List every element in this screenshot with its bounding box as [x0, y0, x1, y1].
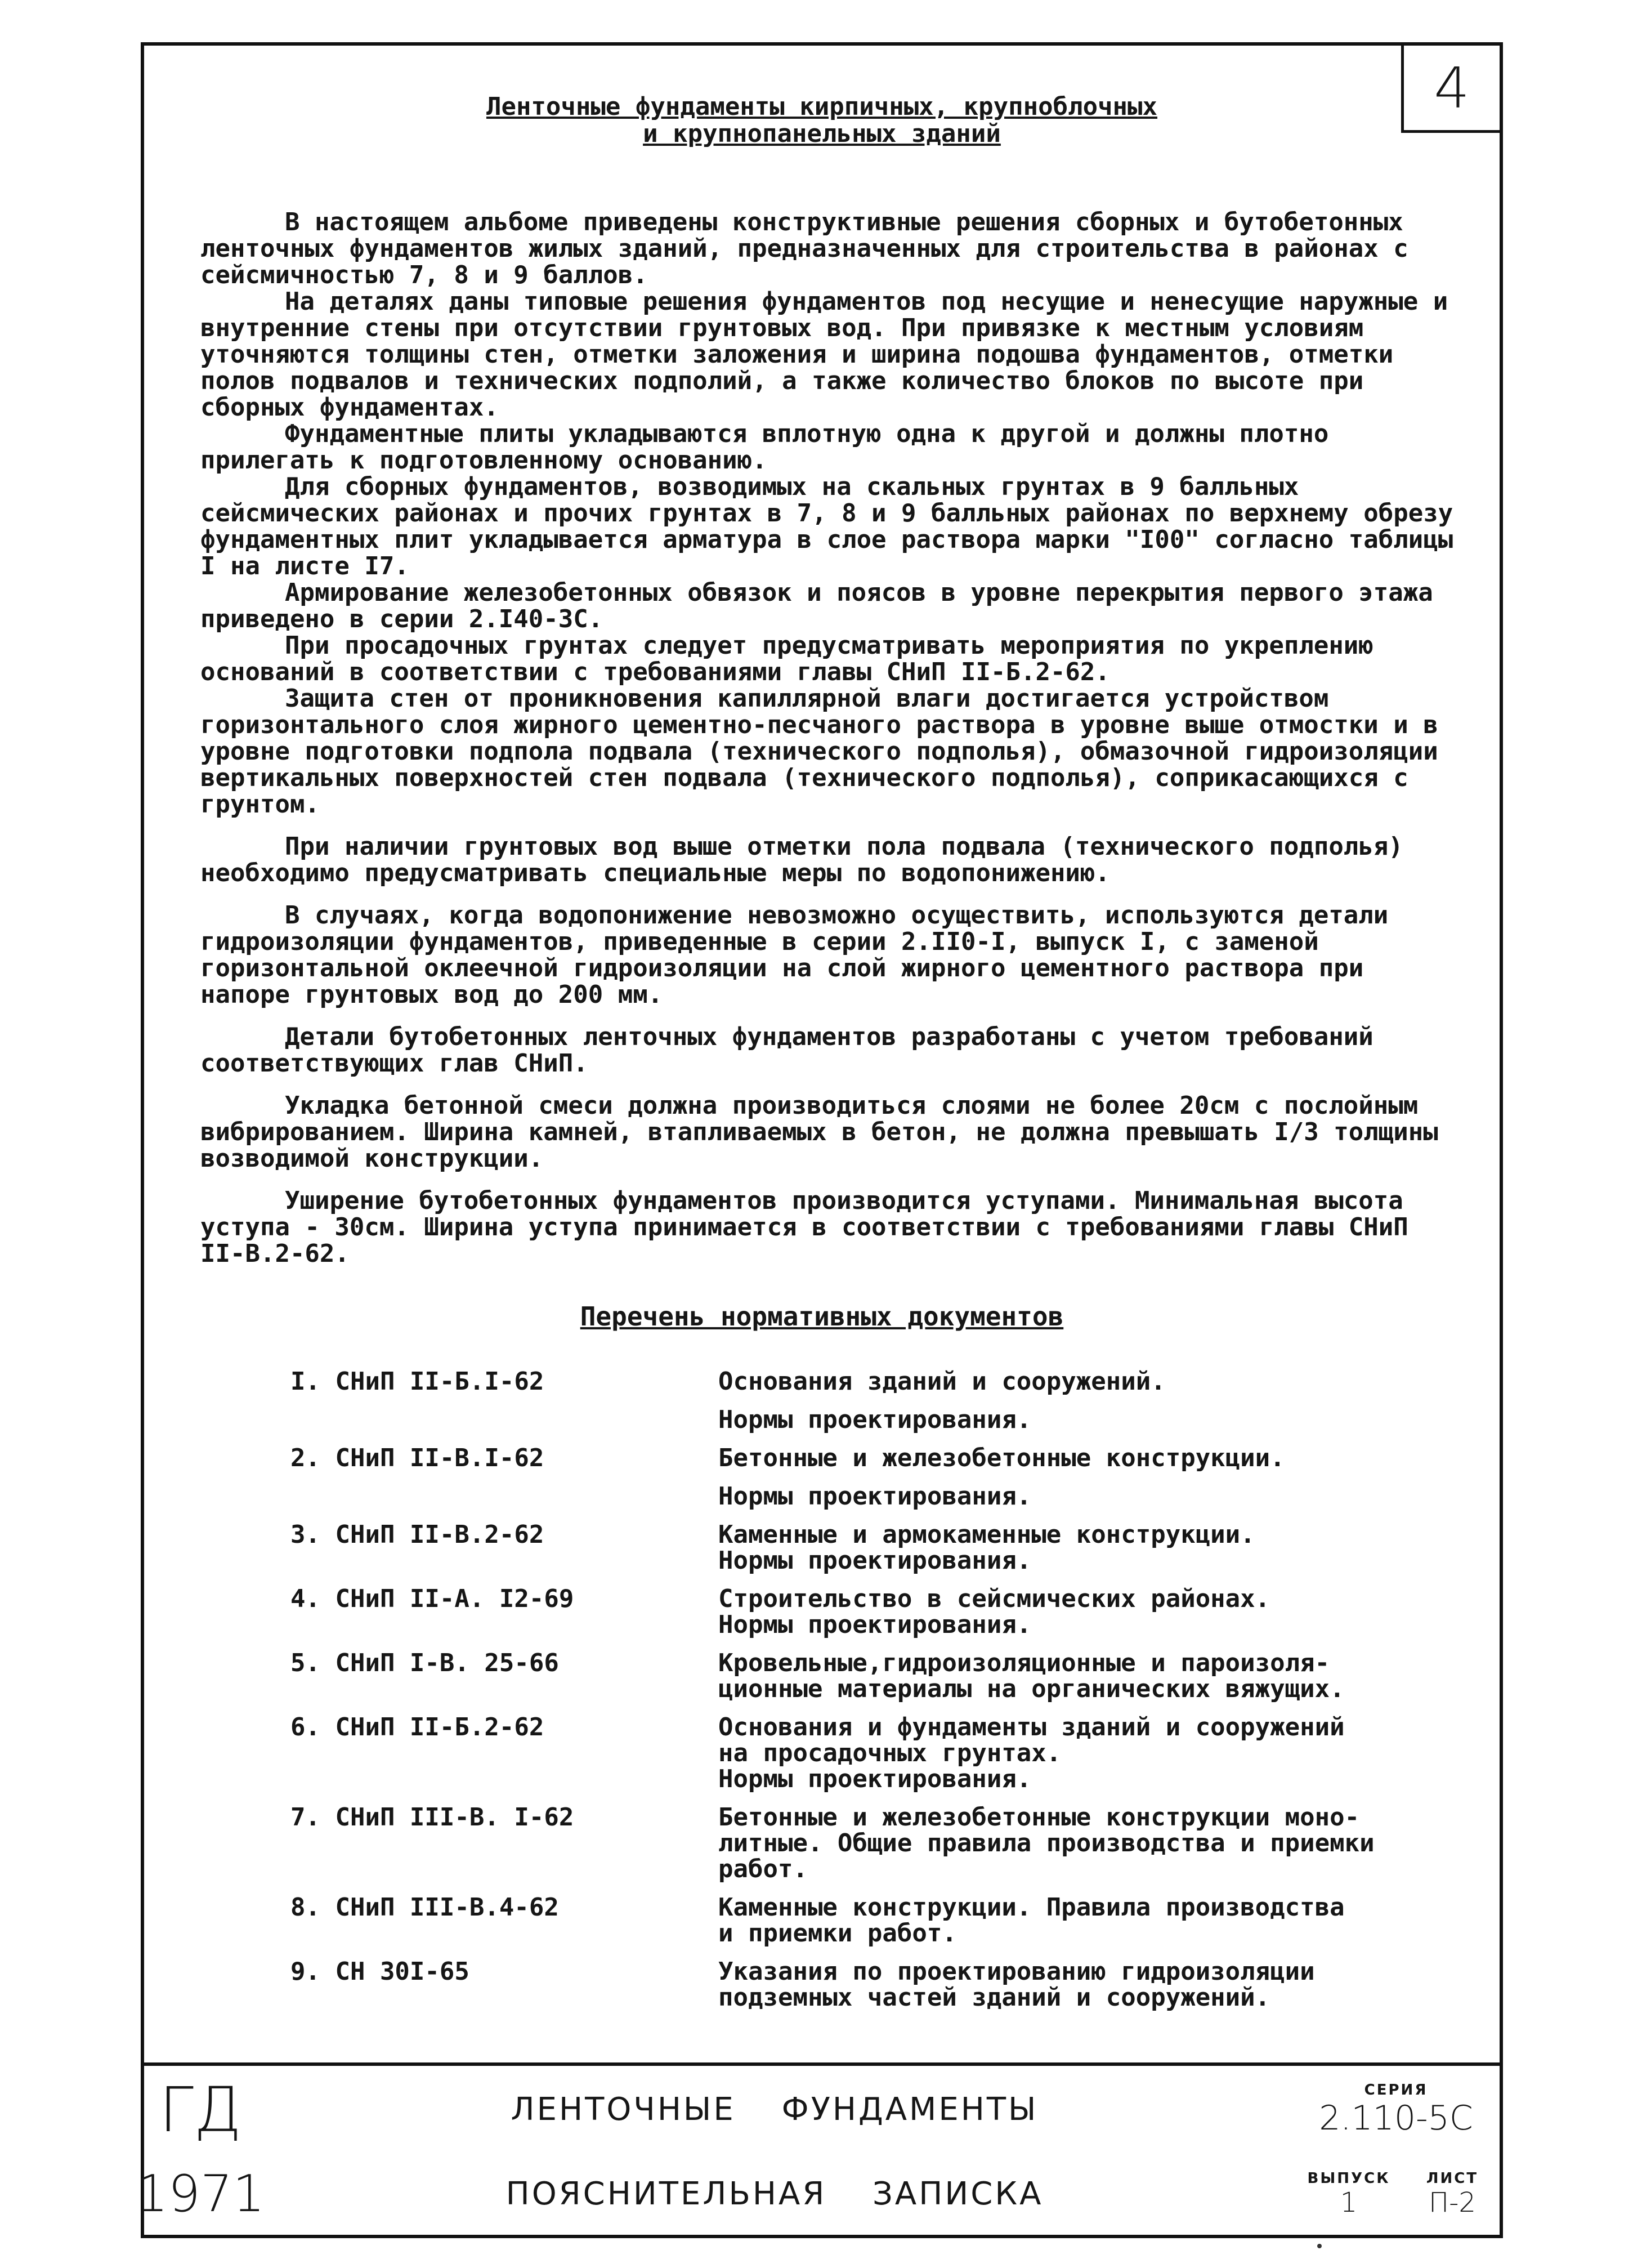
doc-code: 2. СНиП II-В.I-62	[290, 1444, 544, 1472]
scan-speck	[1317, 2244, 1322, 2248]
doc-code: 6. СНиП II-Б.2-62	[290, 1713, 544, 1742]
doc-description-line: Основания и фундаменты зданий и сооружений	[718, 1713, 1345, 1742]
doc-code: 3. СНиП II-В.2-62	[290, 1520, 544, 1549]
doc-description	[718, 1715, 1415, 1792]
title-line-1: Ленточные фундаменты кирпичных, крупноблочных	[486, 92, 1158, 121]
doc-description	[718, 1522, 1415, 1574]
doc-description-line: Бетонные и железобетонные конструкции.	[718, 1444, 1285, 1472]
doc-description-line: Нормы проектирования.	[718, 1765, 1032, 1793]
paragraph: Фундаментные плиты укладываются вплотную одна к другой и должны плотно прилегать к подготовленному основанию.	[200, 419, 1329, 475]
doc-row	[290, 1586, 1415, 1638]
doc-row	[290, 1445, 1415, 1510]
doc-row	[290, 1959, 1415, 2011]
paragraph: Армирование железобетонных обвязок и поясов в уровне перекрытия первого этажа приведено в серии 2.I40-3С.	[200, 578, 1433, 633]
doc-description-line: литные. Общие правила производства и приемки	[718, 1829, 1375, 1858]
doc-code: 9. СН 30I-65	[290, 1957, 469, 1986]
doc-description-line: Нормы проектирования.	[718, 1482, 1032, 1511]
doc-description	[718, 1369, 1415, 1433]
doc-row	[290, 1715, 1415, 1792]
stamp-name: ЛЕНТОЧНЫЕ ФУНДАМЕНТЫ	[511, 2091, 1039, 2128]
stamp-series-cell	[1292, 2066, 1500, 2153]
normative-docs-heading: Перечень нормативных документов	[580, 1301, 1064, 1332]
doc-description	[718, 1805, 1415, 1882]
paragraph: На деталях даны типовые решения фундаментов под несущие и ненесущие наружные и внутренние стены при отсутствии грунтовых вод. При привязке к местным условиям уточняются толщины стен, отметки заложения и ширина подошва фундаментов, отметки полов подвалов и технических подполий, а также количество блоков по высоте при сборных фундаментах.	[200, 287, 1448, 422]
paragraph: При наличии грунтовых вод выше отметки пола подвала (технического подполья) необходимо предусматривать специальные меры по водопонижению.	[200, 832, 1403, 887]
stamp-sheet-cell	[1405, 2153, 1500, 2235]
doc-code: 7. СНиП III-В. I-62	[290, 1803, 574, 1832]
paragraph: Для сборных фундаментов, возводимых на скальных грунтах в 9 балльных сейсмических районах и прочих грунтах в 7, 8 и 9 балльных районах по верхнему обрезу фундаментных плит укладывается арматура в слое раствора марки "I00" согласно таблицы I на листе I7.	[200, 472, 1453, 581]
doc-description-line: Каменные и армокаменные конструкции.	[718, 1520, 1255, 1549]
doc-row	[290, 1522, 1415, 1574]
paragraph: В настоящем альбоме приведены конструктивные решения сборных и бутобетонных ленточных фундаментов жилых зданий, предназначенных для строительства в районах с сейсмичностью 7, 8 и 9 баллов.	[200, 208, 1408, 289]
doc-row	[290, 1650, 1415, 1702]
doc-description	[718, 1895, 1415, 1946]
doc-code: 4. СНиП II-А. I2-69	[290, 1584, 574, 1613]
doc-description-line: Нормы проектирования.	[718, 1610, 1032, 1639]
stamp-org: ГД	[159, 2073, 242, 2146]
series-label: СЕРИЯ	[1364, 2081, 1428, 2099]
doc-description-line: Нормы проектирования.	[718, 1546, 1032, 1575]
doc-description	[718, 1650, 1415, 1702]
doc-description-line: Основания зданий и сооружений.	[718, 1367, 1166, 1396]
paragraph: При просадочных грунтах следует предусматривать мероприятия по укреплению оснований в соответствии с требованиями главы СНиП II-Б.2-62.	[200, 631, 1373, 686]
doc-description-line: Кровельные,гидроизоляционные и пароизоля-	[718, 1649, 1330, 1677]
doc-description-line: подземных частей зданий и сооружений.	[718, 1983, 1270, 2012]
paragraph: В случаях, когда водопонижение невозможно осуществить, используются детали гидроизоляции фундаментов, приведенные в серии 2.II0-I, выпуск I, с заменой горизонтальной оклеечной гидроизоляции на слой жирного цементного раствора при напоре грунтовых вод до 200 мм.	[200, 901, 1389, 1009]
doc-row	[290, 1895, 1415, 1946]
doc-description-line: Бетонные и железобетонные конструкции моно-	[718, 1803, 1360, 1832]
doc-description	[718, 1586, 1415, 1638]
doc-code: I. СНиП II-Б.I-62	[290, 1367, 544, 1396]
doc-description-line: и приемки работ.	[718, 1919, 957, 1948]
doc-code: 8. СНиП III-В.4-62	[290, 1893, 559, 1922]
doc-row	[290, 1369, 1415, 1433]
doc-description-line: Нормы проектирования.	[718, 1405, 1032, 1434]
stamp-issue-cell	[1292, 2153, 1405, 2235]
issue-label: ВЫПУСК	[1307, 2169, 1390, 2187]
doc-description	[718, 1959, 1415, 2011]
sheet-number: 4	[1401, 46, 1500, 133]
doc-code: 5. СНиП I-В. 25-66	[290, 1649, 559, 1677]
title-line-2: и крупнопанельных зданий	[643, 119, 1001, 148]
sheet-label: ЛИСТ	[1426, 2169, 1479, 2187]
doc-description-line: работ.	[718, 1855, 808, 1883]
explanatory-text	[200, 209, 1455, 1267]
stamp-year: 1971	[136, 2164, 265, 2224]
paragraph: Укладка бетонной смеси должна производиться слоями не более 20см с послойным вибрированием. Ширина камней, втапливаемых в бетон, не должна превышать I/3 толщины возводимой конструкции.	[200, 1091, 1438, 1173]
stamp-doc-type: ПОЯСНИТЕЛЬНАЯ ЗАПИСКА	[505, 2176, 1044, 2212]
sheet-value: П-2	[1429, 2186, 1476, 2218]
document-title	[144, 93, 1500, 148]
doc-description-line: ционные материалы на органических вяжущих.	[718, 1675, 1345, 1703]
title-block	[136, 2062, 1500, 2235]
doc-description-line: на просадочных грунтах.	[718, 1739, 1062, 1767]
doc-description-line: Строительство в сейсмических районах.	[718, 1584, 1270, 1613]
doc-description-line: Указания по проектированию гидроизоляции	[718, 1957, 1315, 1986]
drawing-frame	[136, 42, 1503, 2238]
issue-value: 1	[1340, 2186, 1358, 2218]
paragraph: Защита стен от проникновения капиллярной влаги достигается устройством горизонтального слоя жирного цементно-песчаного раствора в уровне выше отмостки и в уровне подготовки подпола подвала (технического подполья), обмазочной гидроизоляции вертикальных поверхностей стен подвала (технического подполья), соприкасающихся с грунтом.	[200, 684, 1438, 819]
series-value: 2.110-5С	[1319, 2098, 1473, 2138]
doc-description-line: Каменные конструкции. Правила производства	[718, 1893, 1345, 1922]
doc-row	[290, 1805, 1415, 1882]
normative-docs-list	[290, 1369, 1415, 2023]
paragraph: Уширение бутобетонных фундаментов производится уступами. Минимальная высота уступа - 30см. Ширина уступа принимается в соответствии с требованиями главы СНиП II-В.2-62.	[200, 1186, 1408, 1268]
paragraph: Детали бутобетонных ленточных фундаментов разработаны с учетом требований соответствующих глав СНиП.	[200, 1023, 1373, 1078]
doc-description	[718, 1445, 1415, 1510]
